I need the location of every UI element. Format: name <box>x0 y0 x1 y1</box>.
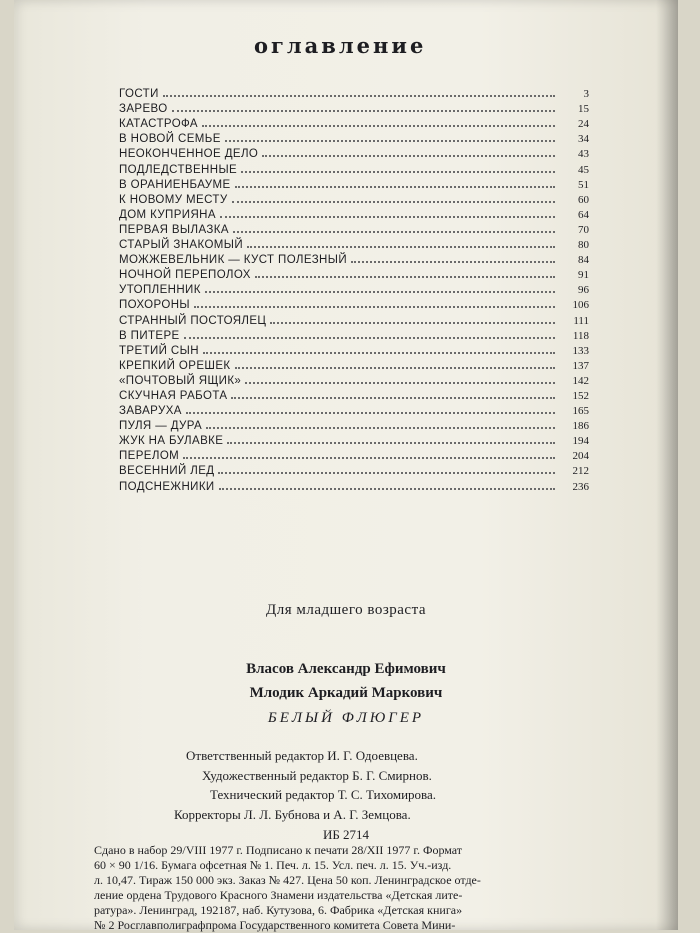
toc-leader-dots <box>183 457 555 459</box>
page-edge-shadow <box>656 0 678 930</box>
toc-entry-title: «ПОЧТОВЫЙ ЯЩИК» <box>119 374 242 387</box>
toc-entry-page: 212 <box>572 465 589 478</box>
toc-leader-dots <box>184 337 555 339</box>
age-note: Для младшего возраста <box>266 602 426 618</box>
toc-entry <box>119 311 589 326</box>
toc-leader-dots <box>233 231 555 233</box>
toc-leader-dots <box>194 306 555 308</box>
toc-entry-title: ПУЛЯ — ДУРА <box>119 420 203 433</box>
toc-entry <box>119 191 589 206</box>
toc-leader-dots <box>241 171 555 173</box>
toc-entry <box>119 176 589 191</box>
toc-entry-title: ПЕРЕЛОМ <box>119 450 180 463</box>
toc-entry-title: ДОМ КУПРИЯНА <box>119 208 216 221</box>
toc-leader-dots <box>231 397 555 399</box>
toc-entry-title: УТОПЛЕННИК <box>119 284 201 297</box>
table-of-contents <box>119 85 589 493</box>
toc-entry <box>119 402 589 417</box>
imprint-line: 60 × 90 1/16. Бумага офсетная № 1. Печ. л. 15. Усл. печ. л. 15. Уч.-изд. <box>94 858 452 872</box>
toc-entry <box>119 145 589 160</box>
toc-entry-title: ЖУК НА БУЛАВКЕ <box>119 435 224 448</box>
toc-entry-title: КАТАСТРОФА <box>119 118 199 131</box>
toc-entry <box>119 432 589 447</box>
toc-entry <box>119 327 589 342</box>
toc-leader-dots <box>219 488 555 490</box>
toc-leader-dots <box>227 442 555 444</box>
imprint-line: № 2 Росглавполиграфпрома Государственного комитета Совета Мини- <box>94 918 456 932</box>
toc-leader-dots <box>235 367 555 369</box>
toc-entry-page: 43 <box>578 148 589 161</box>
imprint-line: ратура». Ленинград, 192187, наб. Кутузова, 6. Фабрика «Детская книга» <box>94 903 463 917</box>
toc-entry <box>119 477 589 492</box>
toc-entry-page: 137 <box>572 359 589 372</box>
toc-entry-title: СТРАННЫЙ ПОСТОЯЛЕЦ <box>119 314 267 327</box>
toc-entry-page: 186 <box>572 420 589 433</box>
toc-entry-title: СКУЧНАЯ РАБОТА <box>119 389 228 402</box>
imprint-block <box>94 843 634 933</box>
toc-entry-title: ПОДЛЕДСТВЕННЫЕ <box>119 163 238 176</box>
toc-entry-title: ПЕРВАЯ ВЫЛАЗКА <box>119 223 229 236</box>
toc-entry-page: 152 <box>572 389 589 402</box>
toc-entry-page: 45 <box>578 163 589 176</box>
toc-entry-page: 60 <box>578 193 589 206</box>
author-name: Власов Александр Ефимович <box>246 661 446 677</box>
toc-entry-page: 24 <box>578 118 589 131</box>
toc-entry <box>119 100 589 115</box>
toc-entry-page: 118 <box>572 329 589 342</box>
toc-leader-dots <box>202 125 555 127</box>
toc-entry <box>119 372 589 387</box>
toc-entry <box>119 342 589 357</box>
toc-entry-page: 111 <box>573 314 589 327</box>
toc-leader-dots <box>186 412 555 414</box>
toc-leader-dots <box>220 216 555 218</box>
credit-line: Технический редактор Т. С. Тихомирова. <box>210 787 437 802</box>
toc-entry-page: 80 <box>578 239 589 252</box>
page-heading: оглавление <box>254 33 427 58</box>
toc-entry-page: 70 <box>578 223 589 236</box>
toc-entry <box>119 462 589 477</box>
book-title: БЕЛЫЙ ФЛЮГЕР <box>267 710 425 726</box>
toc-leader-dots <box>163 95 555 97</box>
toc-entry-title: МОЖЖЕВЕЛЬНИК — КУСТ ПОЛЕЗНЫЙ <box>119 254 347 267</box>
toc-entry-title: НОЧНОЙ ПЕРЕПОЛОХ <box>119 269 251 282</box>
toc-entry-page: 133 <box>572 344 589 357</box>
toc-entry <box>119 251 589 266</box>
toc-entry <box>119 115 589 130</box>
toc-leader-dots <box>203 352 555 354</box>
credits-block <box>174 746 594 824</box>
toc-entry-title: К НОВОМУ МЕСТУ <box>119 193 228 206</box>
toc-entry <box>119 160 589 175</box>
toc-entry <box>119 206 589 221</box>
toc-entry <box>119 266 589 281</box>
toc-leader-dots <box>247 246 555 248</box>
toc-entry-page: 96 <box>578 284 589 297</box>
toc-entry-title: НЕОКОНЧЕННОЕ ДЕЛО <box>119 148 259 161</box>
toc-entry <box>119 130 589 145</box>
toc-entry-page: 15 <box>578 103 589 116</box>
toc-entry-title: В НОВОЙ СЕМЬЕ <box>119 133 221 146</box>
toc-entry-page: 3 <box>583 88 589 101</box>
toc-leader-dots <box>205 291 555 293</box>
toc-entry <box>119 221 589 236</box>
imprint-line: л. 10,47. Тираж 150 000 экз. Заказ № 427. Цена 50 коп. Ленинградское отде- <box>94 873 481 887</box>
toc-entry-title: ЗАРЕВО <box>119 103 168 116</box>
toc-entry-page: 194 <box>572 435 589 448</box>
toc-entry-page: 84 <box>578 254 589 267</box>
book-page <box>14 0 678 930</box>
toc-entry-page: 91 <box>578 269 589 282</box>
toc-entry-page: 165 <box>572 405 589 418</box>
toc-leader-dots <box>245 382 555 384</box>
toc-leader-dots <box>206 427 555 429</box>
toc-entry-title: ПОХОРОНЫ <box>119 299 190 312</box>
toc-entry <box>119 417 589 432</box>
toc-entry-title: ТРЕТИЙ СЫН <box>119 344 199 357</box>
credit-line: Художественный редактор Б. Г. Смирнов. <box>202 767 432 783</box>
toc-entry-page: 204 <box>572 450 589 463</box>
toc-entry-title: ВЕСЕННИЙ ЛЕД <box>119 465 215 478</box>
toc-entry-title: ПОДСНЕЖНИКИ <box>119 480 215 493</box>
toc-entry <box>119 296 589 311</box>
toc-leader-dots <box>262 155 555 157</box>
imprint-line: Сдано в набор 29/VIII 1977 г. Подписано к печати 28/XII 1977 г. Формат <box>94 843 463 857</box>
toc-entry-page: 142 <box>572 374 589 387</box>
toc-leader-dots <box>232 201 555 203</box>
credit-line: Ответственный редактор И. Г. Одоевцева. <box>186 748 418 763</box>
toc-entry-page: 64 <box>578 208 589 221</box>
ib-number: ИБ 2714 <box>322 827 370 842</box>
toc-leader-dots <box>270 322 555 324</box>
toc-entry-title: В ПИТЕРЕ <box>119 329 180 342</box>
toc-leader-dots <box>235 186 555 188</box>
toc-entry-page: 51 <box>578 178 589 191</box>
toc-entry <box>119 357 589 372</box>
imprint-line: ление ордена Трудового Красного Знамени издательства «Детская лите- <box>94 888 463 902</box>
toc-entry <box>119 85 589 100</box>
toc-entry <box>119 236 589 251</box>
toc-entry-title: ГОСТИ <box>119 88 159 101</box>
toc-entry-title: ЗАВАРУХА <box>119 405 182 418</box>
toc-entry <box>119 281 589 296</box>
author-name: Млодик Аркадий Маркович <box>249 685 443 701</box>
toc-leader-dots <box>218 472 555 474</box>
toc-entry-title: В ОРАНИЕНБАУМЕ <box>119 178 231 191</box>
credit-line: Корректоры Л. Л. Бубнова и А. Г. Земцова. <box>174 806 411 822</box>
toc-entry-title: КРЕПКИЙ ОРЕШЕК <box>119 359 231 372</box>
toc-entry <box>119 387 589 402</box>
toc-leader-dots <box>255 276 555 278</box>
toc-entry-page: 34 <box>578 133 589 146</box>
toc-entry-page: 106 <box>572 299 589 312</box>
toc-entry-title: СТАРЫЙ ЗНАКОМЫЙ <box>119 239 244 252</box>
toc-leader-dots <box>351 261 555 263</box>
toc-entry <box>119 447 589 462</box>
toc-leader-dots <box>225 140 555 142</box>
toc-entry-page: 236 <box>572 480 589 493</box>
toc-leader-dots <box>172 110 555 112</box>
